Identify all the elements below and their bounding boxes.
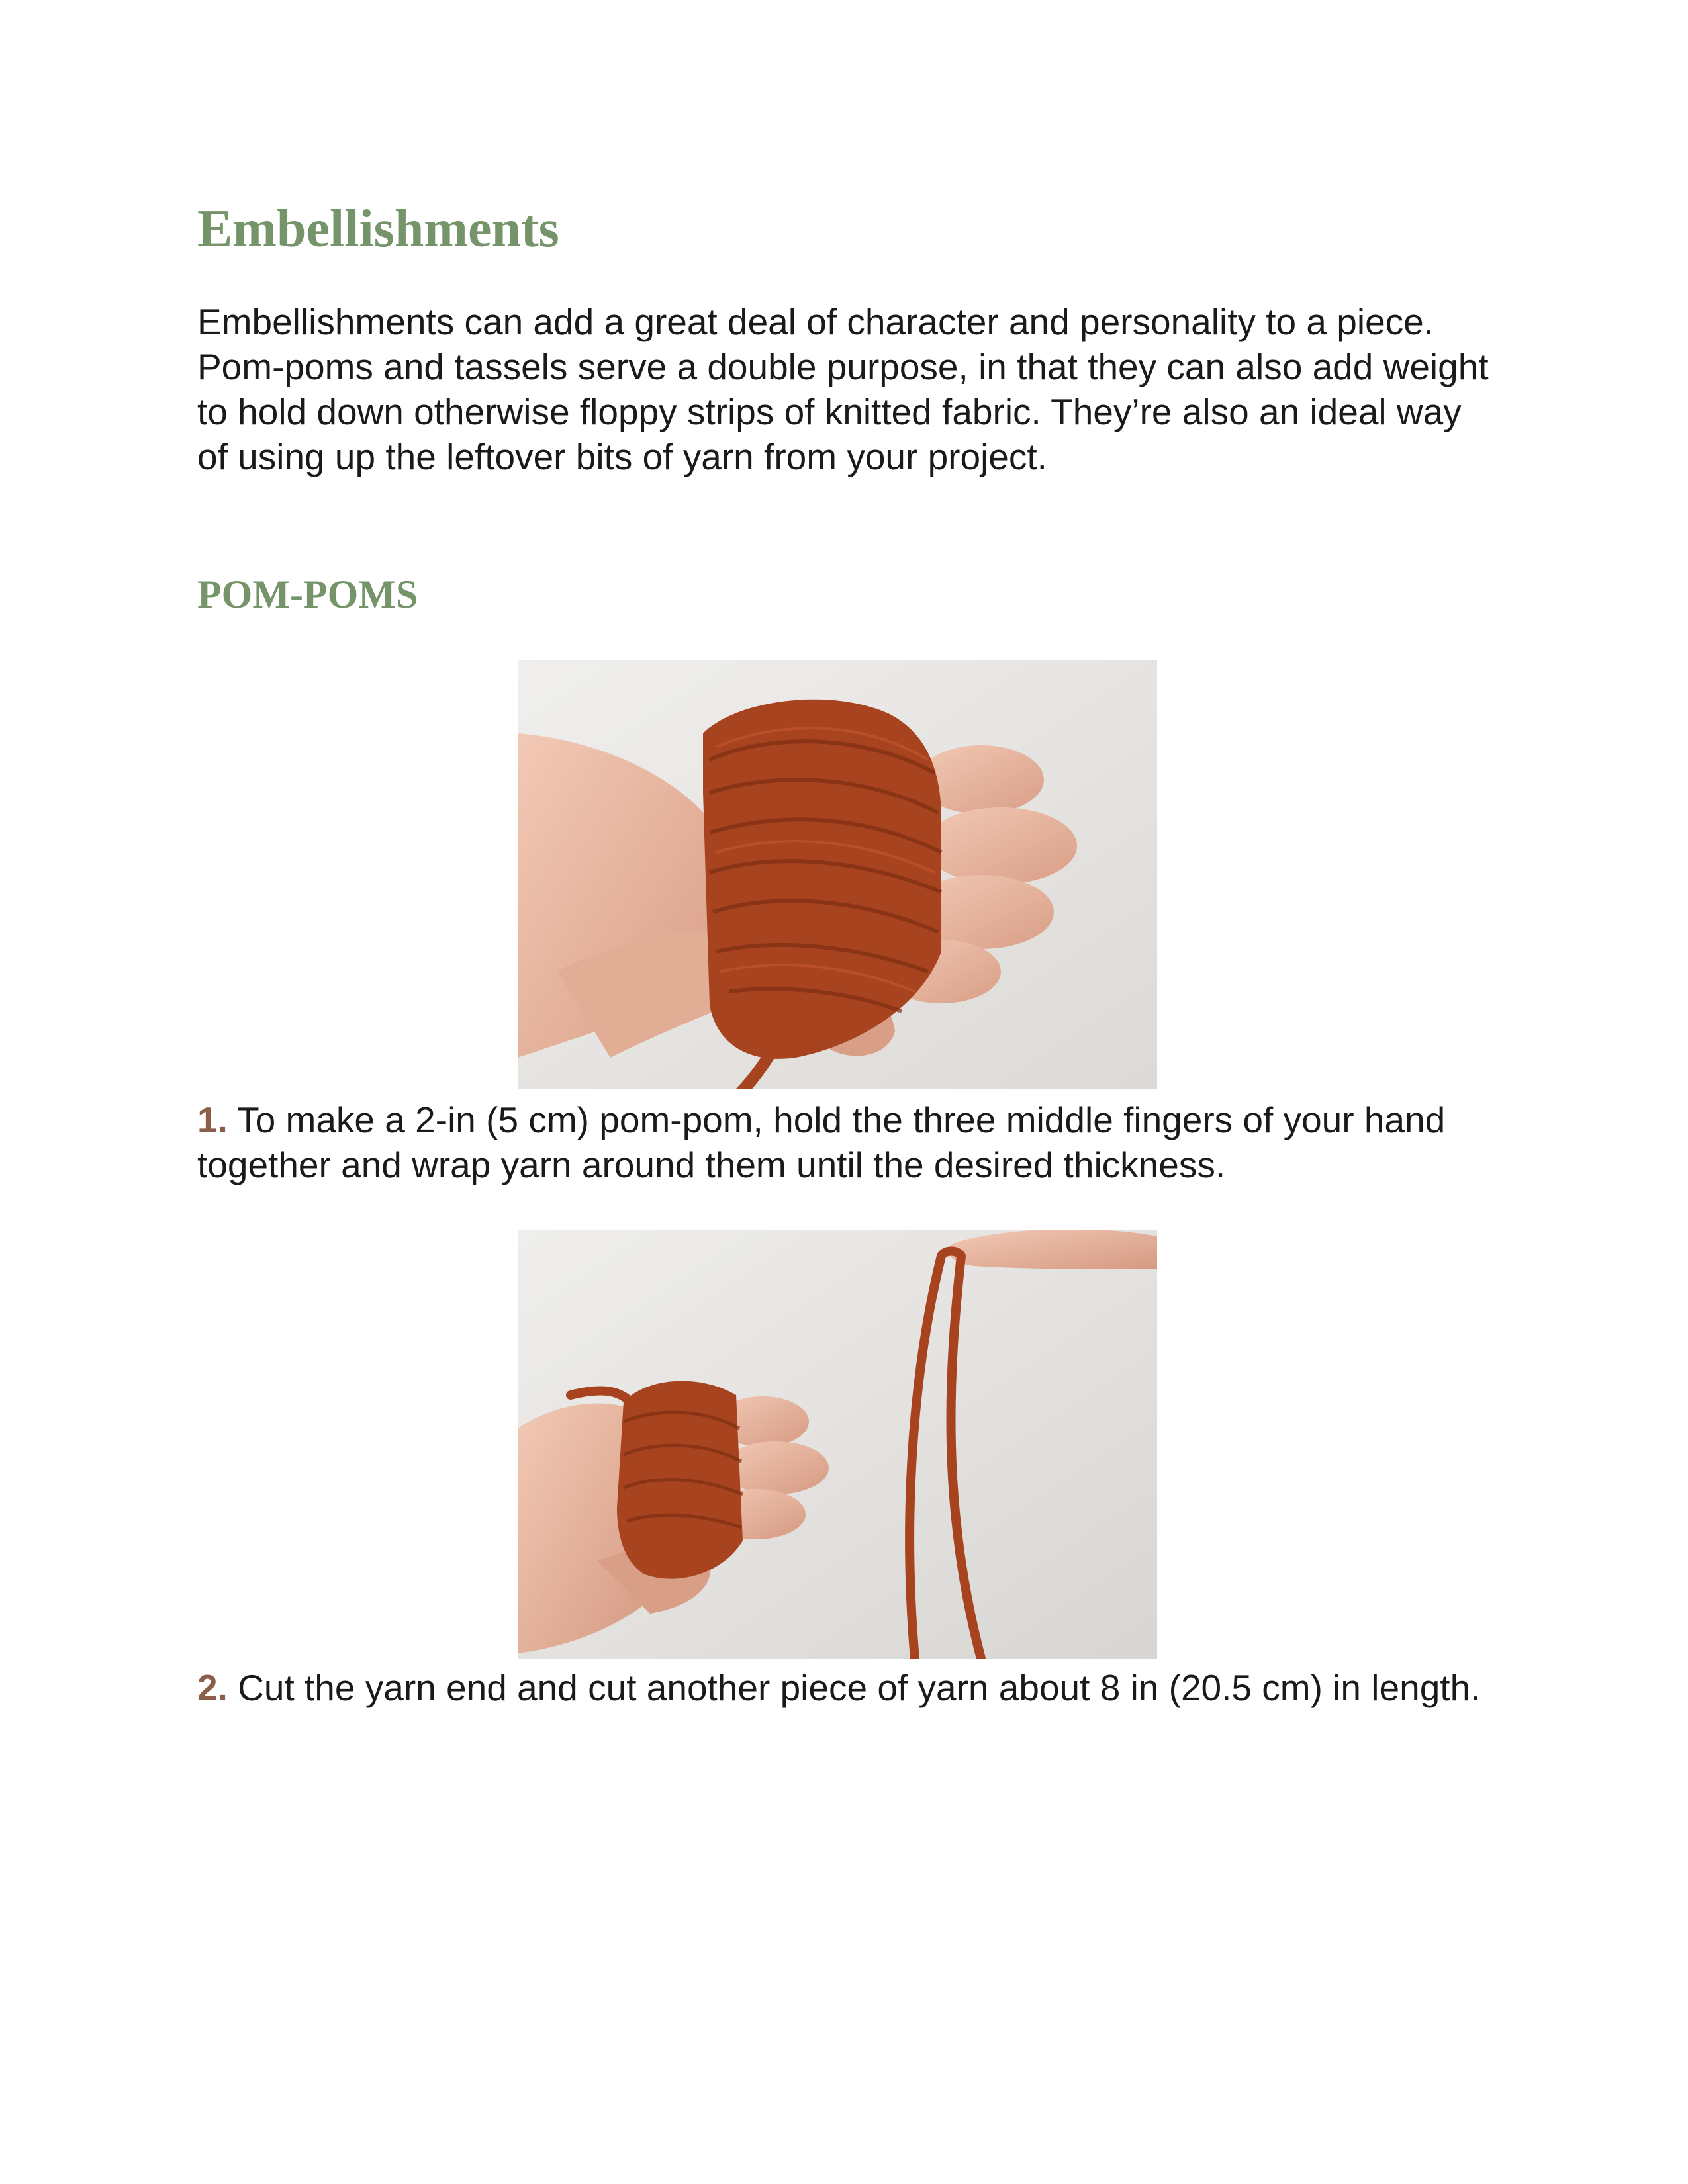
yarn-cut-illustration: [518, 1230, 1157, 1659]
yarn-wrap-illustration: [518, 660, 1157, 1089]
step-2-text: Cut the yarn end and cut another piece of yarn about 8 in (20.5 cm) in length.: [227, 1667, 1481, 1708]
section-title: POM-POMS: [197, 572, 418, 616]
page-title: Embellishments: [197, 200, 559, 258]
step-2: [197, 1665, 1495, 1710]
step-2-number: 2.: [197, 1667, 228, 1708]
photo-yarn-cut-piece: [518, 1230, 1157, 1659]
step-1-text: To make a 2-in (5 cm) pom-pom, hold the three middle fingers of your hand together and wrap yarn around them until the desired thickness.: [197, 1099, 1446, 1185]
intro-paragraph: Embellishments can add a great deal of character and personality to a piece. Pom-poms and tassels serve a double purpose, in that they can also add weight to hold down otherwise floppy strips of knitted fabric. They’re also an ideal way of using up the leftover bits of yarn from your project.: [197, 301, 1489, 477]
step-1: [197, 1097, 1495, 1187]
step-1-number: 1.: [197, 1099, 228, 1140]
photo-yarn-wrapped-fingers: [518, 660, 1157, 1089]
